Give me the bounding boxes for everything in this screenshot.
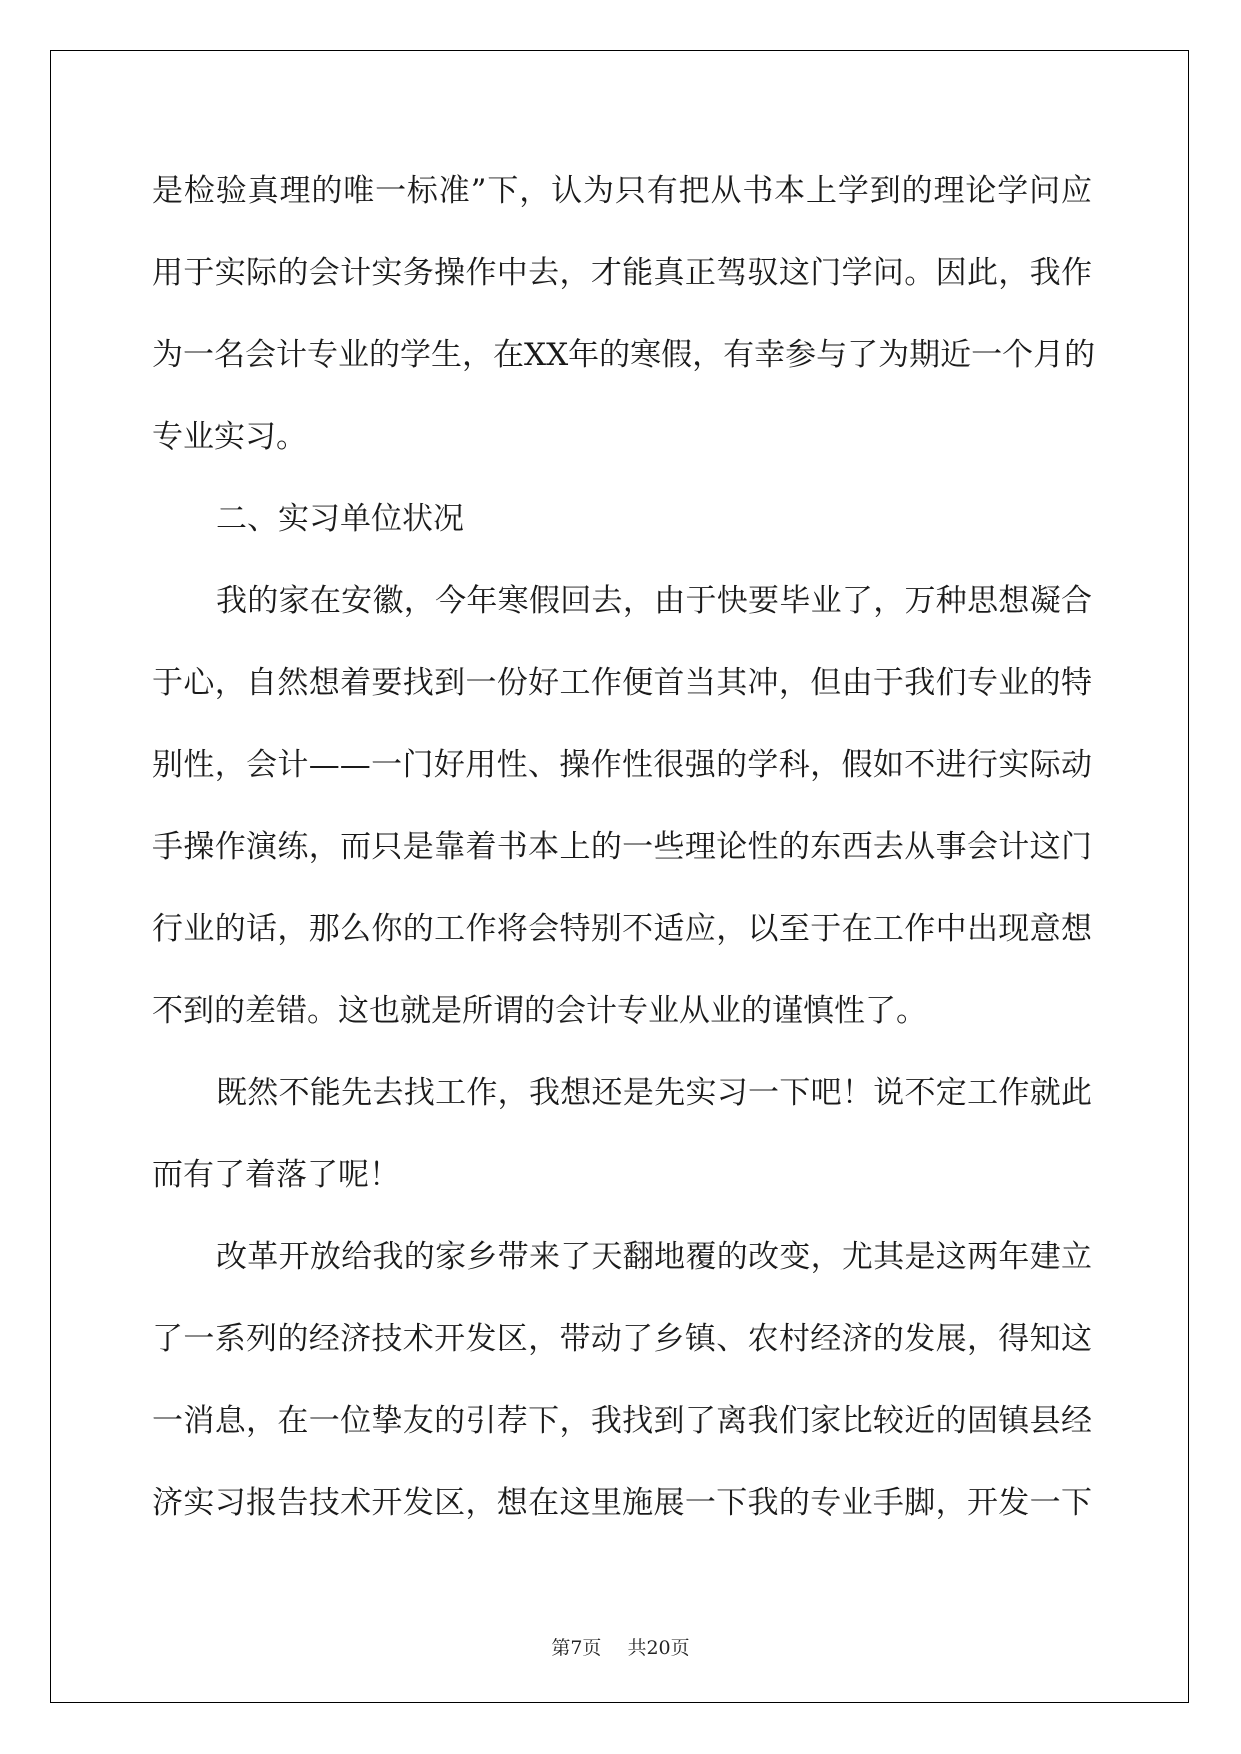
text-line: 济实习报告技术开发区，想在这里施展一下我的专业手脚，开发一下	[152, 1485, 1092, 1521]
document-body	[152, 156, 1096, 1550]
text-line: 是检验真理的唯一标准”下，认为只有把从书本上学到的理论学问应	[152, 173, 1092, 209]
text-line: 而有了着落了呢！	[152, 1157, 400, 1193]
text-line: 我的家在安徽，今年寒假回去，由于快要毕业了，万种思想凝合	[216, 583, 1092, 619]
text-line: 了一系列的经济技术开发区，带动了乡镇、农村经济的发展，得知这	[152, 1321, 1092, 1357]
text-line: 手操作演练，而只是靠着书本上的一些理论性的东西去从事会计这门	[152, 829, 1092, 865]
page-total: 共20页	[627, 1637, 690, 1659]
text-line: 于心，自然想着要找到一份好工作便首当其冲，但由于我们专业的特	[152, 665, 1092, 701]
section-heading: 二、实习单位状况	[216, 501, 464, 537]
text-line: 为一名会计专业的学生，在XX年的寒假，有幸参与了为期近一个月的	[152, 337, 1096, 373]
text-line: 用于实际的会计实务操作中去，才能真正驾驭这门学问。因此，我作	[152, 255, 1092, 291]
text-line: 不到的差错。这也就是所谓的会计专业从业的谨慎性了。	[152, 993, 927, 1029]
text-line: 专业实习。	[152, 419, 307, 455]
text-line: 行业的话，那么你的工作将会特别不适应，以至于在工作中出现意想	[152, 911, 1092, 947]
text-line: 改革开放给我的家乡带来了天翻地覆的改变，尤其是这两年建立	[216, 1239, 1092, 1275]
text-line: 别性，会计——一门好用性、操作性很强的学科，假如不进行实际动	[152, 747, 1092, 783]
page-footer	[0, 1633, 1241, 1660]
text-line: 既然不能先去找工作，我想还是先实习一下吧！说不定工作就此	[216, 1075, 1092, 1111]
page-number: 第7页	[551, 1637, 602, 1659]
text-line: 一消息，在一位挚友的引荐下，我找到了离我们家比较近的固镇县经	[152, 1403, 1092, 1439]
